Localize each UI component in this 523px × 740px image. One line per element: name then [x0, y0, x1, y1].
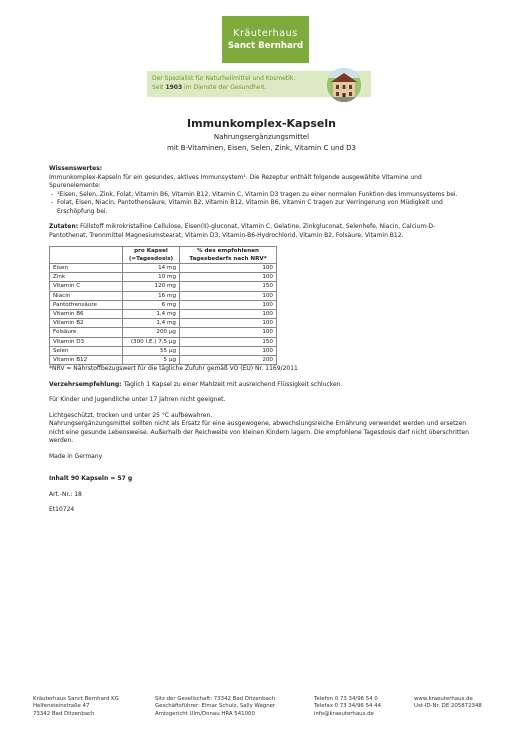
table-row [50, 309, 277, 318]
table-header-cell: % des empfohlenen Tagesbedarfs nach NRV* [180, 247, 277, 264]
table-cell: 100 [180, 273, 277, 282]
table-cell: 1,4 mg [123, 309, 180, 318]
company-logo [222, 16, 309, 63]
table-cell: 100 [180, 291, 277, 300]
table-row [50, 291, 277, 300]
table-cell: 100 [180, 346, 277, 355]
table-row [50, 300, 277, 309]
table-row [50, 273, 277, 282]
made-in: Made in Germany [49, 452, 103, 460]
footer-email-link[interactable]: info@kraeuterhaus.de [314, 710, 374, 717]
table-cell: 1,4 mg [123, 319, 180, 328]
founding-year: 1903 [165, 84, 183, 91]
table-cell: 5 µg [123, 355, 180, 364]
product-subtitle-1: Nahrungsergänzungsmittel [213, 133, 310, 141]
verzehr [49, 381, 469, 390]
table-row [50, 328, 277, 337]
table-cell: 100 [180, 328, 277, 337]
wissen-list [49, 191, 469, 217]
zutaten-label: Zutaten: [49, 223, 79, 230]
storage-warning: Lichtgeschützt, trocken und unter 25 °C aufbewahren. [49, 411, 213, 419]
document-body [49, 165, 469, 515]
table-cell: Zink [50, 273, 123, 282]
product-title: Immunkomplex-Kapseln [187, 117, 336, 130]
table-row [50, 319, 277, 328]
footer-website-link[interactable]: www.kraeuterhaus.de [414, 696, 473, 702]
table-cell: Folsäure [50, 328, 123, 337]
table-header-cell: pro Kapsel (=Tagesdosis) [123, 247, 180, 264]
table-cell: 200 [180, 355, 277, 364]
table-cell: Pantothensäure [50, 300, 123, 309]
table-cell: 150 [180, 282, 277, 291]
table-cell: Vitamin B6 [50, 309, 123, 318]
footer-contact: Telefon 0 73 34/96 54 0 Telefax 0 73 34/96 54 44 info@kraeuterhaus.de [314, 696, 382, 717]
table-cell: 14 mg [123, 264, 180, 273]
table-cell: 150 [180, 337, 277, 346]
table-cell: (300 I.E.) 7,5 µg [123, 337, 180, 346]
table-row [50, 264, 277, 273]
wissen-bullet-1: - ¹Eisen, Selen, Zink, Folat, Vitamin B6, Vitamin B12, Vitamin C, Vitamin D3 tragen zu einer normalen Funktion des Immunsystems bei. [49, 191, 469, 200]
zutaten-text: Füllstoff mikrokristalline Cellulose, Eisen(II)-gluconat, Vitamin C, Gelatine, Zinkgluconat, Selenhefe, Niacin, Calcium-D-Pantothenat, Trennmittel Magnesiumstearat, Vitamin D3, Vitamin-B6-Hydrochlorid, Vitamin B2, Folsäure, Vitamin B12. [49, 223, 436, 239]
table-row [50, 282, 277, 291]
table-cell: 6 mg [123, 300, 180, 309]
document-code: Et10724 [49, 506, 75, 514]
verzehr-label: Verzehrsempfehlung: [49, 380, 122, 388]
building-image [327, 68, 361, 102]
table-cell: Niacin [50, 291, 123, 300]
table-cell: Vitamin D3 [50, 337, 123, 346]
kinder-hinweis: Für Kinder und Jugendliche unter 17 Jahren nicht geeignet. [49, 396, 226, 404]
tagline-2-pre: Seit [152, 84, 166, 91]
table-row [50, 355, 277, 364]
table-cell: Selen [50, 346, 123, 355]
tagline-1: Der Spezialist für Naturheilmittel und Kosmetik. [152, 75, 296, 82]
tagline-2-post: im Dienste der Gesundheit. [182, 84, 267, 91]
zutaten [49, 223, 469, 240]
table-cell: Vitamin B2 [50, 319, 123, 328]
table-cell: 55 µg [123, 346, 180, 355]
inhalt: Inhalt 90 Kapseln = 57 g [49, 475, 133, 483]
logo-line2: Sanct Bernhard [227, 41, 304, 51]
table-cell: 100 [180, 264, 277, 273]
product-subtitle-2: mit B-Vitaminen, Eisen, Selen, Zink, Vitamin C und D3 [167, 144, 356, 152]
wissen-bullet-2: - Folat, Eisen, Niacin, Pantothensäure, Vitamin B2, Vitamin B12, Vitamin B6, Vitamin C tragen zur Verringerung von Müdigkeit und Erschöpfung bei. [49, 199, 469, 216]
table-header-row [50, 247, 277, 264]
table-row [50, 346, 277, 355]
table-footnote: *NRV = Nährstoffbezugswert für die tägliche Zufuhr gemäß VO (EU) Nr. 1169/2011 [49, 365, 298, 373]
table-cell: Eisen [50, 264, 123, 273]
table-header-cell [50, 247, 123, 264]
wissen-heading: Wissenswertes: [49, 165, 103, 172]
table-cell: 200 µg [123, 328, 180, 337]
table-cell: Vitamin B12 [50, 355, 123, 364]
table-cell: Vitamin C [50, 282, 123, 291]
wissen-intro: Immunkomplex-Kapseln für ein gesundes, aktives Immunsystem¹. Die Rezeptur enthält folgende ausgewählte Vitamine und Spurenelemente: [49, 173, 422, 189]
article-number: Art.-Nr.: 18 [49, 490, 82, 498]
verzehr-text: Täglich 1 Kapsel zu einer Mahlzeit mit ausreichend Flüssigkeit schlucken. [121, 380, 343, 388]
footer-legal: Sitz der Gesellschaft: 73342 Bad Ditzenbach Geschäftsführer: Elmar Schulz, Sally Wagner Amtsgericht Ulm/Donau HRA 541000 [155, 696, 276, 717]
building-photo [327, 68, 361, 102]
table-cell: 120 mg [123, 282, 180, 291]
table-row [50, 337, 277, 346]
footer-company: Kräuterhaus Sanct Bernhard KG Helfensteinstraße 47 73342 Bad Ditzenbach [33, 696, 119, 717]
table-cell: 16 mg [123, 291, 180, 300]
table-cell: 10 mg [123, 273, 180, 282]
slogan-banner [147, 68, 467, 102]
table-cell: 100 [180, 309, 277, 318]
table-cell: 100 [180, 300, 277, 309]
table-cell: 100 [180, 319, 277, 328]
nutrition-table [49, 246, 277, 365]
supplement-warning: Nahrungsergänzungsmittel sollten nicht als Ersatz für eine ausgewogene, abwechslungsreiche Ernährung verwendet werden und ersetzen nicht eine gesunde Lebensweise. Außerhalb der Reichweite von kleinen Kindern lagern. Die empfohlene Tagesdosis darf nicht überschritten werden. [49, 420, 469, 445]
tagline-2 [152, 84, 267, 91]
logo-line1: Kräuterhaus [233, 28, 298, 39]
footer-web: www.kraeuterhaus.de Ust-ID-Nr. DE 205872348 [414, 696, 482, 710]
